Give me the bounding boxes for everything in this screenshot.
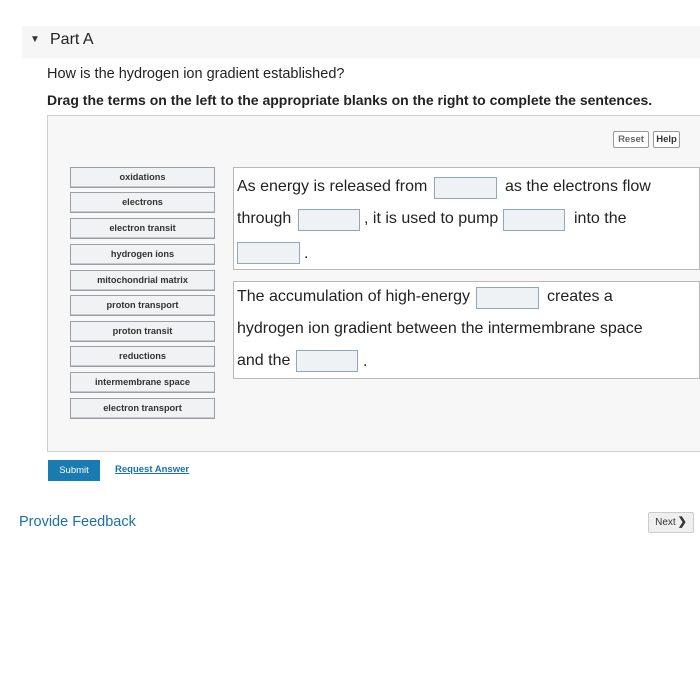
submit-button[interactable]: Submit <box>48 460 100 481</box>
instruction-text: Drag the terms on the left to the appropriate blanks on the right to complete the sentences. <box>47 92 653 108</box>
part-title: Part A <box>50 31 94 48</box>
term-hydrogen-ions[interactable]: hydrogen ions <box>70 244 215 265</box>
sentence-2-period: . <box>363 353 368 370</box>
reset-button[interactable]: Reset <box>613 131 649 148</box>
term-proton-transport[interactable]: proton transport <box>70 295 215 316</box>
sentence-2-text-c: hydrogen ion gradient between the intermembrane space <box>237 320 643 337</box>
blank-2[interactable] <box>298 209 360 231</box>
blank-6[interactable] <box>296 350 358 372</box>
sentence-1-text-d: , it is used to pump <box>364 210 499 227</box>
sentence-1-text-e: into the <box>574 210 627 227</box>
provide-feedback-link[interactable]: Provide Feedback <box>19 514 136 530</box>
sentence-2-text-b: creates a <box>547 288 613 305</box>
sentence-1-text-c: through <box>237 210 292 227</box>
sentence-box-1 <box>233 167 700 270</box>
term-mitochondrial-matrix[interactable]: mitochondrial matrix <box>70 270 215 291</box>
blank-3[interactable] <box>503 209 565 231</box>
sentence-1-text-b: as the electrons flow <box>505 178 651 195</box>
sentence-2-text-a: The accumulation of high-energy <box>237 288 471 305</box>
sentence-1-period: . <box>304 245 309 262</box>
next-label: Next <box>655 517 676 528</box>
blank-1[interactable] <box>434 177 497 199</box>
request-answer-link[interactable]: Request Answer <box>115 464 190 475</box>
chevron-right-icon: ❯ <box>677 516 687 528</box>
help-button[interactable]: Help <box>653 131 680 148</box>
part-header[interactable] <box>22 26 700 58</box>
blank-4[interactable] <box>237 242 300 264</box>
term-electrons[interactable]: electrons <box>70 192 215 213</box>
blank-5[interactable] <box>476 287 539 309</box>
term-proton-transit[interactable]: proton transit <box>70 321 215 342</box>
caret-down-icon[interactable]: ▼ <box>30 34 40 45</box>
term-intermembrane-space[interactable]: intermembrane space <box>70 372 215 393</box>
term-electron-transit[interactable]: electron transit <box>70 218 215 239</box>
sentence-1-text-a: As energy is released from <box>237 178 428 195</box>
sentence-2-text-d: and the <box>237 352 291 369</box>
term-reductions[interactable]: reductions <box>70 346 215 367</box>
term-oxidations[interactable]: oxidations <box>70 167 215 188</box>
question-text: How is the hydrogen ion gradient established? <box>47 66 345 82</box>
sentence-box-2 <box>233 281 700 379</box>
next-button[interactable] <box>648 512 694 533</box>
term-electron-transport[interactable]: electron transport <box>70 398 215 419</box>
